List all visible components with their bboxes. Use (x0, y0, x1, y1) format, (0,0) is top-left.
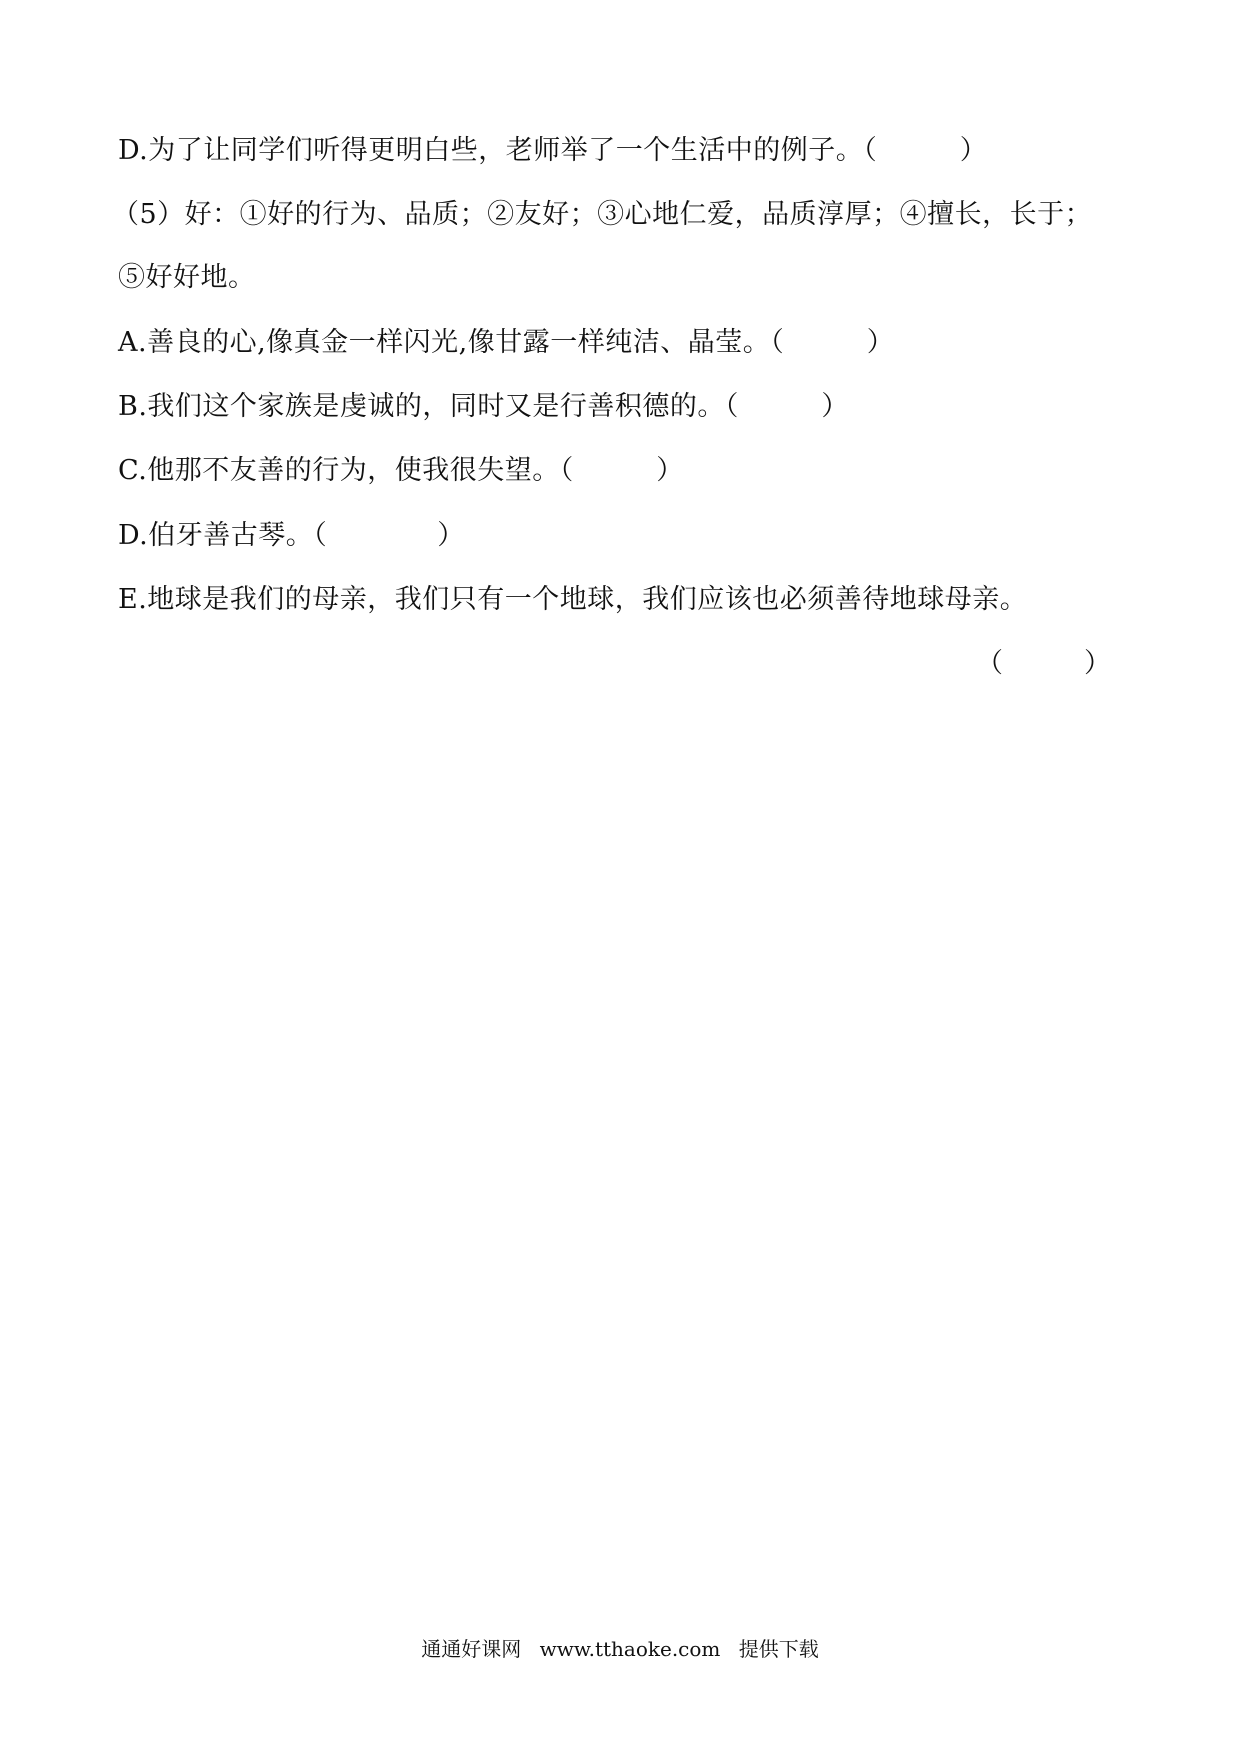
question-5-option-c: C.他那不友善的行为，使我很失望。（ ） (118, 455, 684, 486)
page-footer (0, 1634, 1240, 1664)
footer-site-name: 通通好课网 (421, 1637, 522, 1661)
option-d-previous-question: D.为了让同学们听得更明白些，老师举了一个生活中的例子。（ ） (118, 135, 988, 166)
question-5-option-b: B.我们这个家族是虔诚的，同时又是行善积德的。（ ） (118, 391, 849, 422)
footer-note: 提供下载 (738, 1637, 819, 1661)
question-5-heading-continued: ⑤好好地。 (118, 262, 256, 293)
question-5-heading: （5）好：①好的行为、品质；②友好；③心地仁爱，品质淳厚；④擅长，长于； (112, 199, 1093, 230)
question-5-option-a: A.善良的心,像真金一样闪光,像甘露一样纯洁、晶莹。（ ） (118, 327, 895, 358)
question-5-option-d: D.伯牙善古琴。（ ） (118, 520, 465, 551)
question-5-option-e: E.地球是我们的母亲，我们只有一个地球，我们应该也必须善待地球母亲。 (118, 584, 1028, 615)
option-e-answer-blank: （ ） (976, 648, 1111, 679)
footer-url: www.tthaoke.com (539, 1637, 721, 1661)
